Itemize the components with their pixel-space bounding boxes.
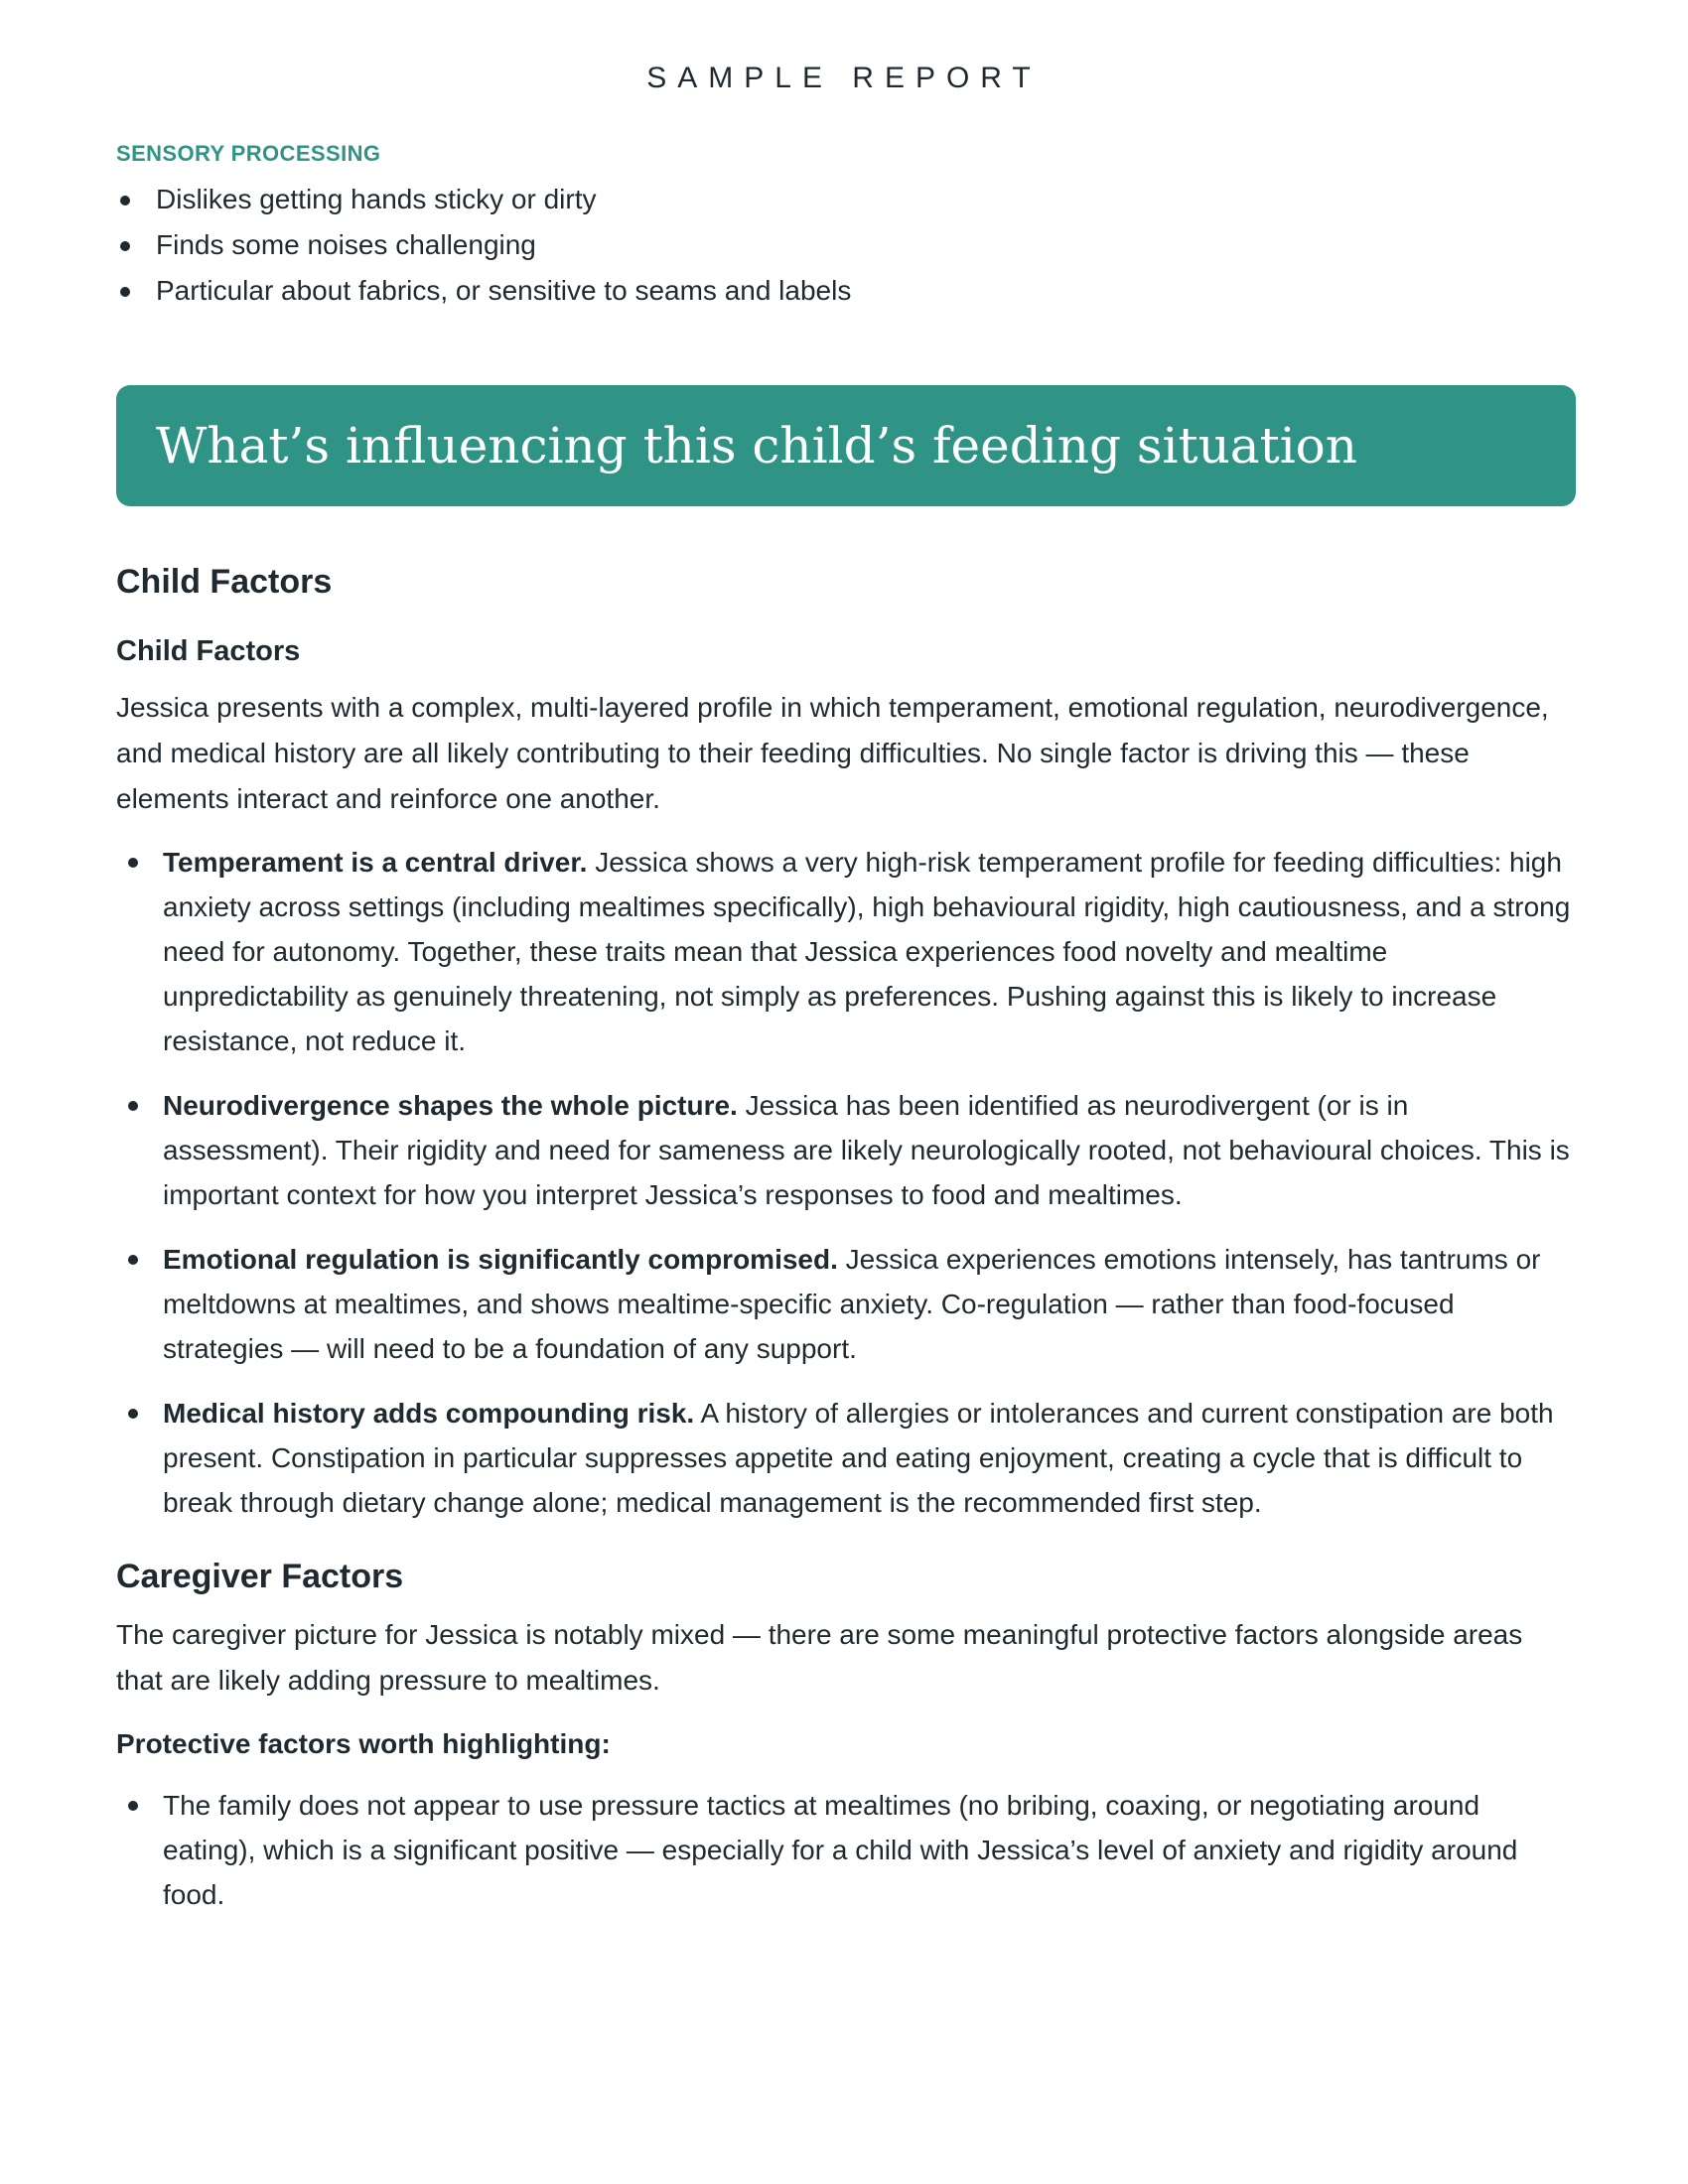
caregiver-factors-heading: Caregiver Factors [116,1558,404,1595]
child-factors-heading: Child Factors [116,563,333,601]
child-factors-subheading: Child Factors [116,635,301,667]
list-item: Particular about fabrics, or sensitive to seams and labels [116,268,1576,314]
list-item [116,1083,1576,1217]
bullet-lead: Emotional regulation is significantly compromised. [163,1244,838,1275]
list-item: Dislikes getting hands sticky or dirty [116,177,1576,222]
protective-factors-list [116,1783,1576,1917]
caregiver-factors-intro: The caregiver picture for Jessica is notably mixed — there are some meaningful protective factors alongside areas that are likely adding pressure to mealtimes. [116,1619,1523,1696]
banner-title: What’s influencing this child’s feeding situation [156,417,1357,475]
list-item: Finds some noises challenging [116,222,1576,268]
bullet-text: A history of allergies or intolerances and current constipation are both present. Constipation in particular suppresses appetite and eating enjoyment, creating a cycle that is difficult to break through dietary change alone; medical management is the recommended first step. [163,1398,1554,1518]
bullet-lead: Neurodivergence shapes the whole picture. [163,1090,738,1121]
sensory-processing-kicker: SENSORY PROCESSING [116,141,381,166]
bullet-lead: Temperament is a central driver. [163,847,588,878]
list-item [116,1391,1576,1525]
bullet-lead: Medical history adds compounding risk. [163,1398,695,1429]
sensory-list [116,177,1576,314]
report-header-label: SAMPLE REPORT [646,62,1042,94]
section-banner [116,385,1576,506]
list-item [116,1237,1576,1371]
child-factors-intro: Jessica presents with a complex, multi-layered profile in which temperament, emotional regulation, neurodivergence, and medical history are all likely contributing to their feeding difficulties. No single factor is driving this — these elements interact and reinforce one another. [116,692,1549,814]
list-item: The family does not appear to use pressure tactics at mealtimes (no bribing, coaxing, or negotiating around eating), which is a significant positive — especially for a child with Jessica’s level of anxiety and rigidity around food. [116,1783,1576,1917]
report-content [116,139,1576,1937]
bullet-text: Jessica shows a very high-risk temperament profile for feeding difficulties: high anxiety across settings (including mealtimes specifically), high behavioural rigidity, high cautiousness, and a strong need for autonomy. Together, these traits mean that Jessica experiences food novelty and mealtime unpredictability as genuinely threatening, not simply as preferences. Pushing against this is likely to increase resistance, not reduce it. [163,847,1571,1056]
bullet-text: Jessica experiences emotions intensely, has tantrums or meltdowns at mealtimes, and shows mealtime-specific anxiety. Co-regulation — rather than food-focused strategies — will need to be a foundation of any support. [163,1244,1541,1364]
protective-factors-heading: Protective factors worth highlighting: [116,1728,611,1759]
child-factors-list [116,840,1576,1525]
bullet-text: Jessica has been identified as neurodivergent (or is in assessment). Their rigidity and need for sameness are likely neurologically rooted, not behavioural choices. This is important context for how you interpret Jessica’s responses to food and mealtimes. [163,1090,1570,1210]
list-item [116,840,1576,1063]
